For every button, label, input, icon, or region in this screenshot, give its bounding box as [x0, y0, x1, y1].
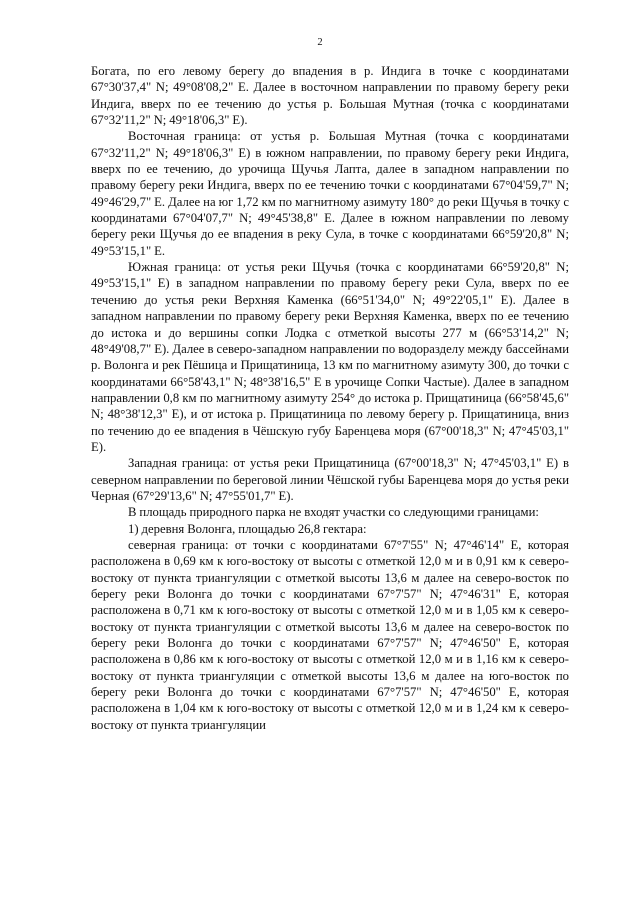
paragraph-excluded-areas: В площадь природного парка не входят участки со следующими границами: [128, 505, 539, 520]
paragraph-western-border: Западная граница: от устья реки Прищатиница (67°00'18,3" N; 47°45'03,1" E) в северном направлении по береговой линии Чёшской губы Баренцева моря до устья реки Черная (67°29'13,6" N; 47°55'01,7" E). [91, 456, 569, 503]
paragraph-volonga-northern-border: северная граница: от точки с координатами 67°7'55" N; 47°46'14" E, которая расположена в 0,69 км к юго-востоку от высоты с отметкой 12,0 м и в 0,91 км к северо-востоку от пункта триангуляции с отметкой высоты 13,6 м далее на северо-восток по берегу реки Волонга до точки с координатами 67°7'57" N; 47°46'31" E, которая расположена в 0,71 км к юго-востоку от высоты с отметкой 12,0 м и в 1,05 км к северо-востоку от пункта триангуляции с отметкой высоты 13,6 м далее на северо-восток по берегу реки Волонга до точки с координатами 67°7'57" N; 47°46'50" E, которая расположена в 0,86 км к юго-востоку от высоты с отметкой 12,0 м и в 1,16 км к северо-востоку от пункта триангуляции с отметкой высоты 13,6 м далее на юго-восток по берегу реки Волонга до точки с координатами 67°7'57" N; 47°46'50" E, которая расположена в 1,04 км к юго-востоку от высоты с отметкой 12,0 м и в 1,24 км к северо-востоку от пункта триангуляции [91, 537, 569, 732]
paragraph-volonga-village: 1) деревня Волонга, площадью 26,8 гектара: [128, 521, 367, 536]
page-number: 2 [317, 37, 323, 48]
paragraph-northern-border-continued: Богата, по его левому берегу до впадения в р. Индига в точке с координатами 67°30'37,4" N; 49°08'08,2" E. Далее в восточном направлении по правому берегу реки Индига, вверх по ее течению до устья р. Большая Мутная (точка с координатами 67°32'11,2" N; 49°18'06,3" E). [91, 64, 569, 128]
paragraph-eastern-border: Восточная граница: от устья р. Большая Мутная (точка с координатами 67°32'11,2" N; 49°18'06,3" E) в южном направлении, по правому берегу реки Индига, вверх по ее течению, до урочища Щучья Лапта, далее в западном направлении по правому берегу реки Индига, вверх по ее течению точки с координатами 67°04'59,7" N; 49°46'29,7" E. Далее на юг 1,72 км по магнитному азимуту 180° до реки Щучья в точку с координатами 67°04'07,7" N; 49°45'38,8" E. Далее в южном направлении по левому берегу реки Щучья до ее впадения в реку Сула, в точке с координатами 66°59'20,8" N; 49°53'15,1" E. [91, 129, 569, 258]
paragraph-southern-border: Южная граница: от устья реки Щучья (точка с координатами 66°59'20,8" N; 49°53'15,1" E) в западном направлении по правому берегу реки Сула, вверх по ее течению до устья реки Верхняя Каменка (66°51'34,0" N; 49°22'05,1" E). Далее в западном направлении по правому берегу реки Верхняя Каменка, вверх по ее течению до истока и до вершины сопки Лодка с отметкой высоты 277 м (66°53'14,2" N; 48°49'08,7" E). Далее в северо-западном направлении по водоразделу между бассейнами р. Волонга и рек Пёшица и Прищатиница, 13 км по магнитному азимуту 300, до точки с координатами 66°58'43,1" N; 48°38'16,5" E в урочище Сопки Частые). Далее в западном направлении 0,8 км по магнитному азимуту 254° до истока р. Прищатиница (66°58'45,6" N; 48°38'12,3" E), и от истока р. Прищатиница по левому берегу р. Прищатиница, вниз по течению до ее впадения в Чёшскую губу Баренцева моря (67°00'18,3" N; 47°45'03,1" E). [91, 260, 569, 454]
document-body [91, 63, 569, 733]
